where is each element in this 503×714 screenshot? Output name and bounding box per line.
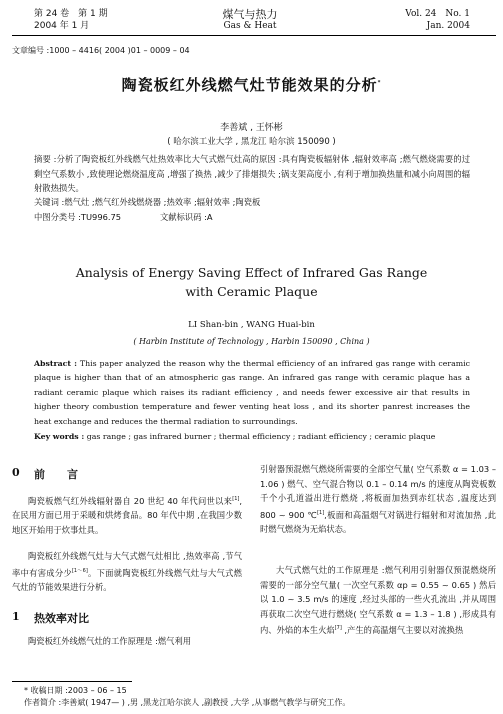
right-p2-text-b: ,产生的高温烟气主要以对流换热	[341, 625, 464, 636]
affiliation-en: ( Harbin Institute of Technology , Harbin 150090 , China )	[133, 337, 370, 346]
right-p1-text-b: ,板面和高温烟气对锅进行辐射和对流加热 ,此时燃气燃烧为无焰状态。	[260, 509, 496, 535]
citation-7: [7]	[334, 625, 342, 632]
document-code: 文献标识码 :A	[160, 212, 213, 222]
citation-1-6: [1～6]	[71, 567, 88, 574]
keywords-en	[34, 432, 470, 441]
abstract-cn: 摘要 :分析了陶瓷板红外线燃气灶热效率比大气式燃气灶高的原因 :具有陶瓷板辐射体 ,辐射效率高 ;燃气燃烧需要的过剩空气系数小 ,致使理论燃烧温度高 ,增强了换热 ,减少了排烟损失 ;锅支架高度小 ,有利于增加换热量和减小向周围的辐射散热损失。	[34, 154, 470, 194]
authors-en: LI Shan-bin , WANG Huai-bin	[188, 320, 315, 330]
title-footnote-mark: *	[377, 80, 382, 86]
keywords-en-text: gas range ; gas infrared burner ; thermal efficiency ; radiant efficiency ; ceramic plaque	[86, 432, 436, 441]
intro-p1-text-b: ,在民用方面已用于采暖和烘烤食品。80 年代中期 ,在我国少数地区开始用于炊事灶具。	[12, 495, 242, 535]
abstract-en	[34, 357, 470, 429]
authors-cn: 李善斌 , 王怀彬	[220, 123, 283, 133]
right-paragraph-1	[260, 462, 496, 537]
citation-1: [1]	[232, 496, 240, 502]
keywords-cn: 关键词 :燃气灶 ;燃气红外线燃烧器 ;热效率 ;辐射效率 ;陶瓷板	[34, 197, 261, 207]
intro-p1-text: 陶瓷板燃气红外线辐射器自 20 世纪 40 年代问世以来	[28, 495, 233, 506]
title-cn-text: 陶瓷板红外线燃气灶节能效果的分析	[121, 76, 378, 94]
section-1-paragraph: 陶瓷板红外线燃气灶的工作原理是 :燃气利用	[28, 636, 192, 646]
title-cn	[0, 74, 503, 95]
abstract-en-text: This paper analyzed the reason why the thermal efficiency of an infrared gas range with ceramic plaque is higher than that of an atmospheric gas range. An infrared gas range with ceramic plaque has a radiant ceramic plaque which raises its radiant efficiency , and needs fewer excessive air that results in higher theory combustion temperature and fewer venting heat loss , and its shorter panrest increases the heat exchange and reduces the thermal radiation to surroundings.	[34, 359, 470, 426]
abstract-label: Abstract :	[34, 359, 77, 368]
volume-cn: 第 24 卷 第 1 期	[34, 9, 108, 19]
section-1-title: 热效率对比	[34, 612, 89, 625]
intro-paragraph-2	[12, 549, 242, 595]
intro-p2-text-b: 。下面就陶瓷板红外线燃气灶与大气式燃气灶的节能效果进行分析。	[12, 567, 242, 592]
intro-p2-text: 陶瓷板红外线燃气灶与大气式燃气灶相比 ,热效率高 ,节气率中有害成分少	[12, 551, 242, 578]
intro-paragraph-1	[12, 492, 242, 538]
volume-en: Vol. 24 No. 1	[405, 9, 470, 19]
affiliation-cn: ( 哈尔滨工业大学 , 黑龙江 哈尔滨 150090 )	[167, 137, 336, 147]
footnote-rule	[12, 681, 132, 682]
section-1-number: 1	[12, 610, 20, 623]
right-p1-text: 引射器预混燃气燃烧所需要的全部空气量( 空气系数 α = 1.03 – 1.06 ) 燃气、空气混合物以 0.1 – 0.14 m/s 的速度从陶瓷板数千个小孔道溢出进行燃烧 ,将板面加热到赤红状态 ,温度达到 800 ~ 900 ℃	[260, 464, 496, 520]
footnote-received: * 收稿日期 :2003 – 06 – 15	[24, 686, 127, 695]
keywords-label: Key words :	[34, 432, 85, 441]
date-en: Jan. 2004	[426, 21, 470, 31]
title-en-line1: Analysis of Energy Saving Effect of Infrared Gas Range	[75, 265, 428, 280]
class-number: 中图分类号 :TU996.75	[34, 212, 122, 222]
article-number: 文章编号 :1000 – 4416( 2004 )01 – 0009 – 04	[12, 46, 190, 55]
header-rule	[12, 35, 496, 36]
footnote-author-bio: 作者简介 :李善斌( 1947— ) ,男 ,黑龙江哈尔滨人 ,副教授 ,大学 ,从事燃气教学与研究工作。	[24, 698, 351, 707]
journal-title-en: Gas & Heat	[223, 21, 277, 31]
section-0-title: 前 言	[34, 468, 78, 481]
section-0-number: 0	[12, 466, 20, 479]
date-cn: 2004 年 1 月	[34, 21, 90, 31]
right-paragraph-2	[260, 563, 496, 638]
title-en-line2: with Ceramic Plaque	[185, 284, 318, 299]
journal-title-cn: 煤气与热力	[222, 8, 278, 21]
right-p2-text: 大气式燃气灶的工作原理是 :燃气利用引射器仅预混燃烧所需要的一部分空气量( 一次空气系数 αp = 0.55 ~ 0.65 ) 然后以 1.0 ~ 3.5 m/s 的速度 ,经过头部的一些火孔流出 ,并从周围再获取二次空气进行燃烧( 空气系数 α = 1.3 – 1.8 ) ,形成具有内、外焰的本生火焰	[260, 565, 496, 636]
citation-1b: [1]	[317, 509, 325, 516]
